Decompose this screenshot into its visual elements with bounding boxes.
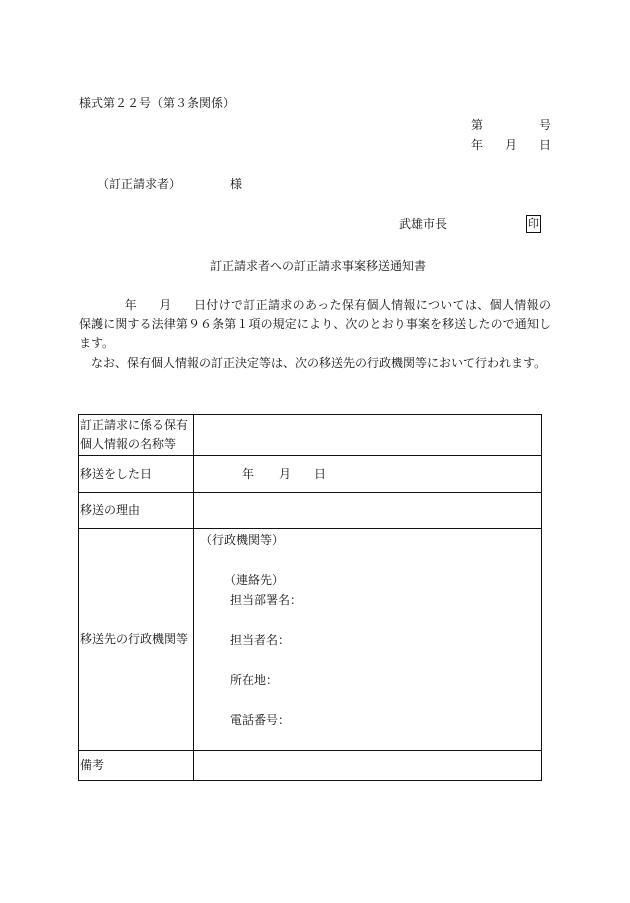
header-date-day: 日 [539,138,552,152]
contact-label: （連絡先） [224,573,285,587]
addressee-honorific: 様 [230,177,243,191]
row-label-destination-agency: 移送先の行政機関等 [79,529,194,751]
department-label: 担当部署名： [230,593,303,607]
transfer-date-month: 月 [279,467,292,481]
para1-text: 付けで訂正請求のあった保有個人情報については、個人情報の保護に関する法律第９６条第１項の規定により、次のとおり事案を移送したので通知します。 [79,298,551,350]
remarks-cell [194,751,542,781]
table-row [79,493,542,529]
table-row [79,529,542,751]
agency-label: （行政機関等） [200,533,285,547]
para1-year: 年 [124,298,137,312]
phone-label: 電話番号： [230,713,291,727]
personal-info-value-cell [194,415,542,456]
person-label: 担当者名： [230,633,291,647]
form-number: 様式第２２号（第３条関係） [79,96,236,110]
transfer-date-cell [194,456,542,493]
header-date-year: 年 [471,138,484,152]
addressee-label: （訂正請求者） [97,177,182,191]
document-title: 訂正請求者への訂正請求事案移送通知書 [210,259,427,273]
doc-number-prefix: 第 [471,118,484,132]
body-paragraph-1 [79,296,551,353]
para1-month: 月 [158,298,172,312]
header-date-month: 月 [505,138,518,152]
row-label-transfer-reason: 移送の理由 [79,493,194,529]
doc-number-suffix: 号 [539,118,552,132]
transfer-details-table [78,414,542,781]
row-label-transfer-date: 移送をした日 [79,456,194,493]
transfer-date-year: 年 [242,467,255,481]
row-label-personal-info: 訂正請求に係る保有個人情報の名称等 [79,415,194,456]
table-row [79,751,542,781]
body-paragraph-2: なお、保有個人情報の訂正決定等は、次の移送先の行政機関等において行われます。 [91,356,547,370]
table-row [79,415,542,456]
row-label-remarks: 備考 [79,751,194,781]
destination-agency-cell [194,529,542,751]
transfer-date-day: 日 [314,467,327,481]
seal-mark: 印 [526,215,541,233]
address-label: 所在地： [230,673,279,687]
transfer-reason-cell [194,493,542,529]
issuer-name: 武雄市長 [399,217,448,231]
para1-day: 日 [193,298,207,312]
table-row [79,456,542,493]
